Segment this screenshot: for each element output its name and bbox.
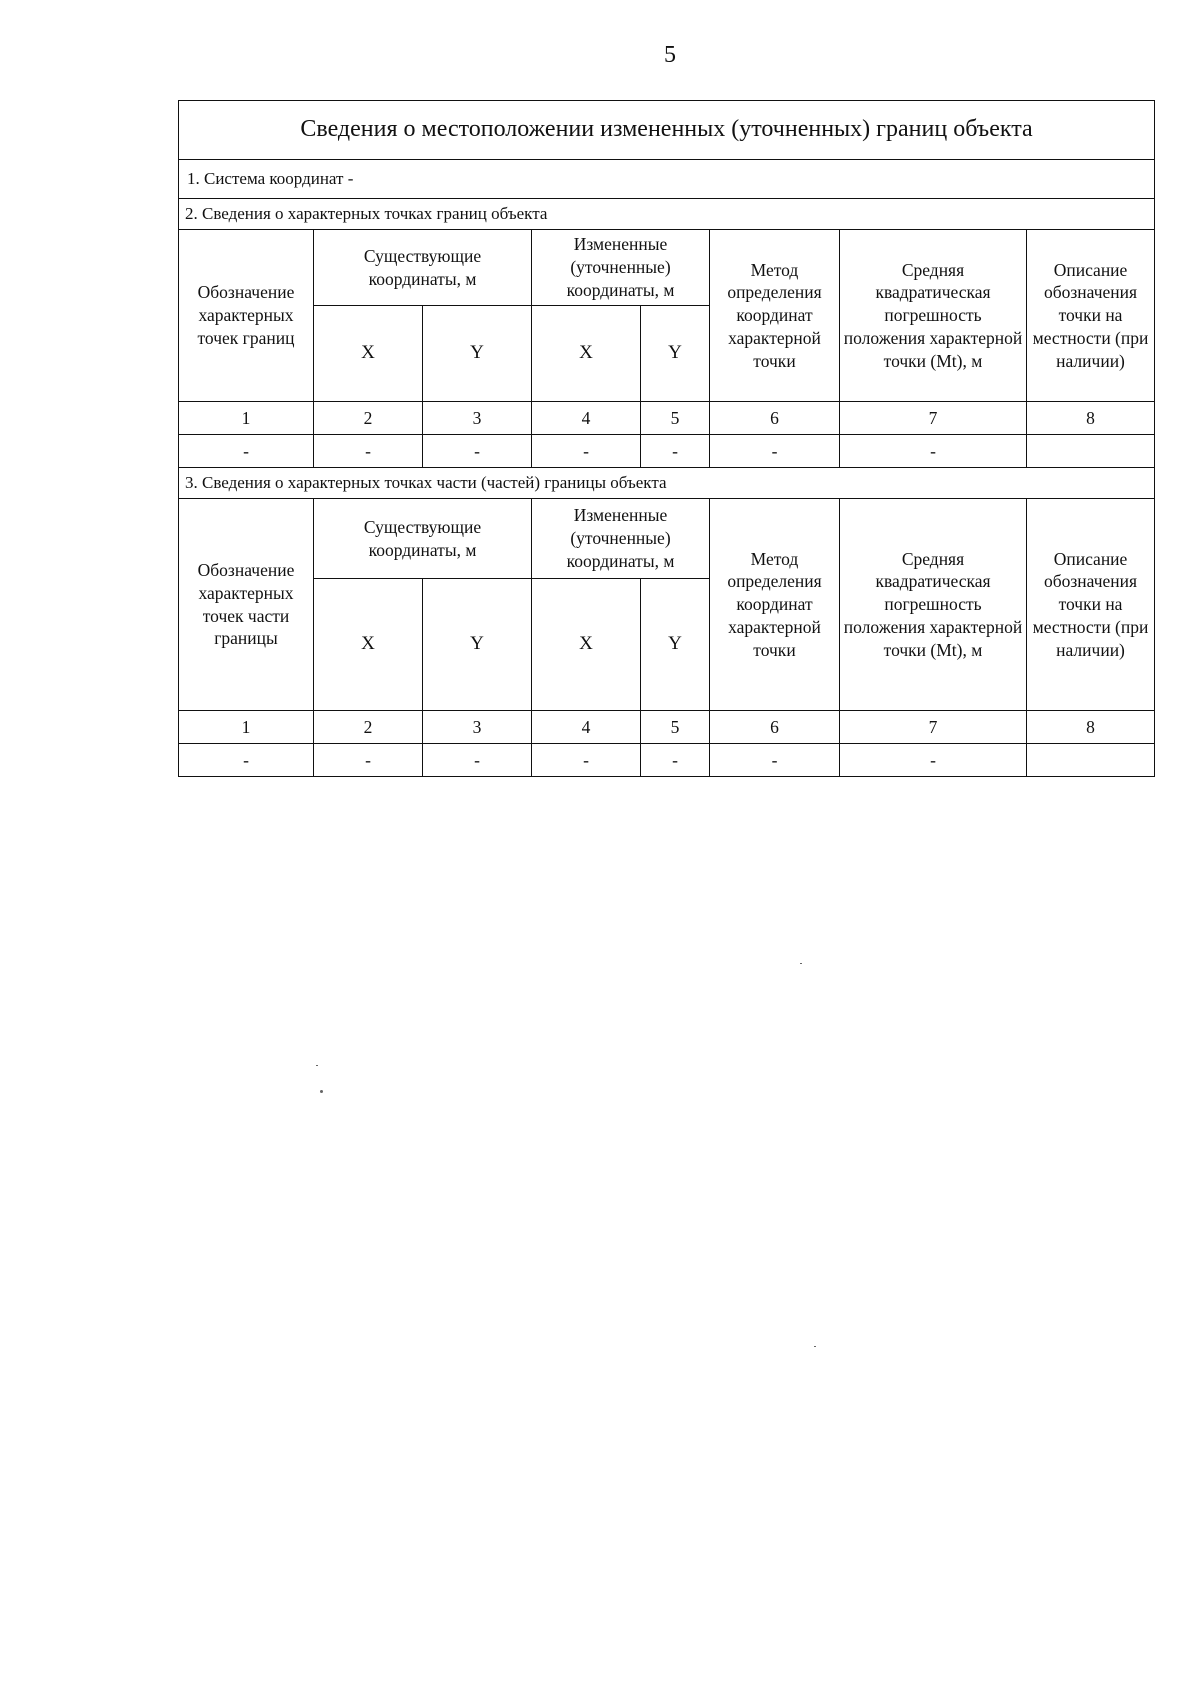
s3-col-existing: Существующие координаты, м (314, 499, 532, 579)
s2-num-6: 6 (710, 402, 840, 435)
document-title: Сведения о местоположении измененных (уточненных) границ объекта (179, 101, 1155, 160)
s3-number-row (179, 711, 1155, 744)
s2-col-error: Средняя квадратическая погрешность положения характерной точки (Mt), м (840, 230, 1027, 402)
s3-num-7: 7 (840, 711, 1027, 744)
s3-num-6: 6 (710, 711, 840, 744)
coord-system-line: 1. Система координат - (179, 160, 1155, 199)
s2-num-7: 7 (840, 402, 1027, 435)
s3-val-6: - (710, 744, 840, 777)
s3-val-1: - (179, 744, 314, 777)
section2-heading: 2. Сведения о характерных точках границ объекта (179, 199, 1155, 230)
s2-num-3: 3 (423, 402, 532, 435)
s3-changed-y: Y (641, 579, 710, 711)
page-number: 5 (664, 42, 676, 68)
s3-val-3: - (423, 744, 532, 777)
s3-val-2: - (314, 744, 423, 777)
s3-num-8: 8 (1027, 711, 1155, 744)
s2-col-designation: Обозначение характерных точек границ (179, 230, 314, 402)
s2-val-5: - (641, 435, 710, 468)
s3-existing-x: X (314, 579, 423, 711)
s3-col-error: Средняя квадратическая погрешность положения характерной точки (Mt), м (840, 499, 1027, 711)
s2-val-8 (1027, 435, 1155, 468)
s2-val-6: - (710, 435, 840, 468)
boundary-table (178, 100, 1155, 777)
scan-speck (320, 1090, 323, 1093)
s2-col-description: Описание обозначения точки на местности (при наличии) (1027, 230, 1155, 402)
s3-num-3: 3 (423, 711, 532, 744)
s3-changed-x: X (532, 579, 641, 711)
s2-num-4: 4 (532, 402, 641, 435)
s3-val-5: - (641, 744, 710, 777)
s2-value-row (179, 435, 1155, 468)
s2-val-7: - (840, 435, 1027, 468)
s2-num-8: 8 (1027, 402, 1155, 435)
s2-col-changed: Измененные (уточненные) координаты, м (532, 230, 710, 306)
s2-col-method: Метод определения координат характерной точки (710, 230, 840, 402)
s2-num-5: 5 (641, 402, 710, 435)
s3-value-row (179, 744, 1155, 777)
s3-num-1: 1 (179, 711, 314, 744)
s2-val-3: - (423, 435, 532, 468)
s2-changed-y: Y (641, 306, 710, 402)
s2-num-2: 2 (314, 402, 423, 435)
s3-val-8 (1027, 744, 1155, 777)
s2-number-row (179, 402, 1155, 435)
s3-val-7: - (840, 744, 1027, 777)
s2-val-1: - (179, 435, 314, 468)
s2-existing-y: Y (423, 306, 532, 402)
boundary-table-sheet (178, 100, 1154, 777)
s2-existing-x: X (314, 306, 423, 402)
s3-val-4: - (532, 744, 641, 777)
scan-speck (800, 963, 802, 964)
s3-num-5: 5 (641, 711, 710, 744)
s3-existing-y: Y (423, 579, 532, 711)
scan-speck (316, 1065, 318, 1066)
scan-speck (814, 1346, 816, 1347)
s3-col-designation: Обозначение характерных точек части границы (179, 499, 314, 711)
s2-val-4: - (532, 435, 641, 468)
s2-col-existing: Существующие координаты, м (314, 230, 532, 306)
s3-num-2: 2 (314, 711, 423, 744)
s2-num-1: 1 (179, 402, 314, 435)
section3-heading: 3. Сведения о характерных точках части (частей) границы объекта (179, 468, 1155, 499)
s3-col-changed: Измененные (уточненные) координаты, м (532, 499, 710, 579)
s3-col-method: Метод определения координат характерной точки (710, 499, 840, 711)
s2-changed-x: X (532, 306, 641, 402)
s3-num-4: 4 (532, 711, 641, 744)
s3-col-description: Описание обозначения точки на местности (при наличии) (1027, 499, 1155, 711)
s2-val-2: - (314, 435, 423, 468)
